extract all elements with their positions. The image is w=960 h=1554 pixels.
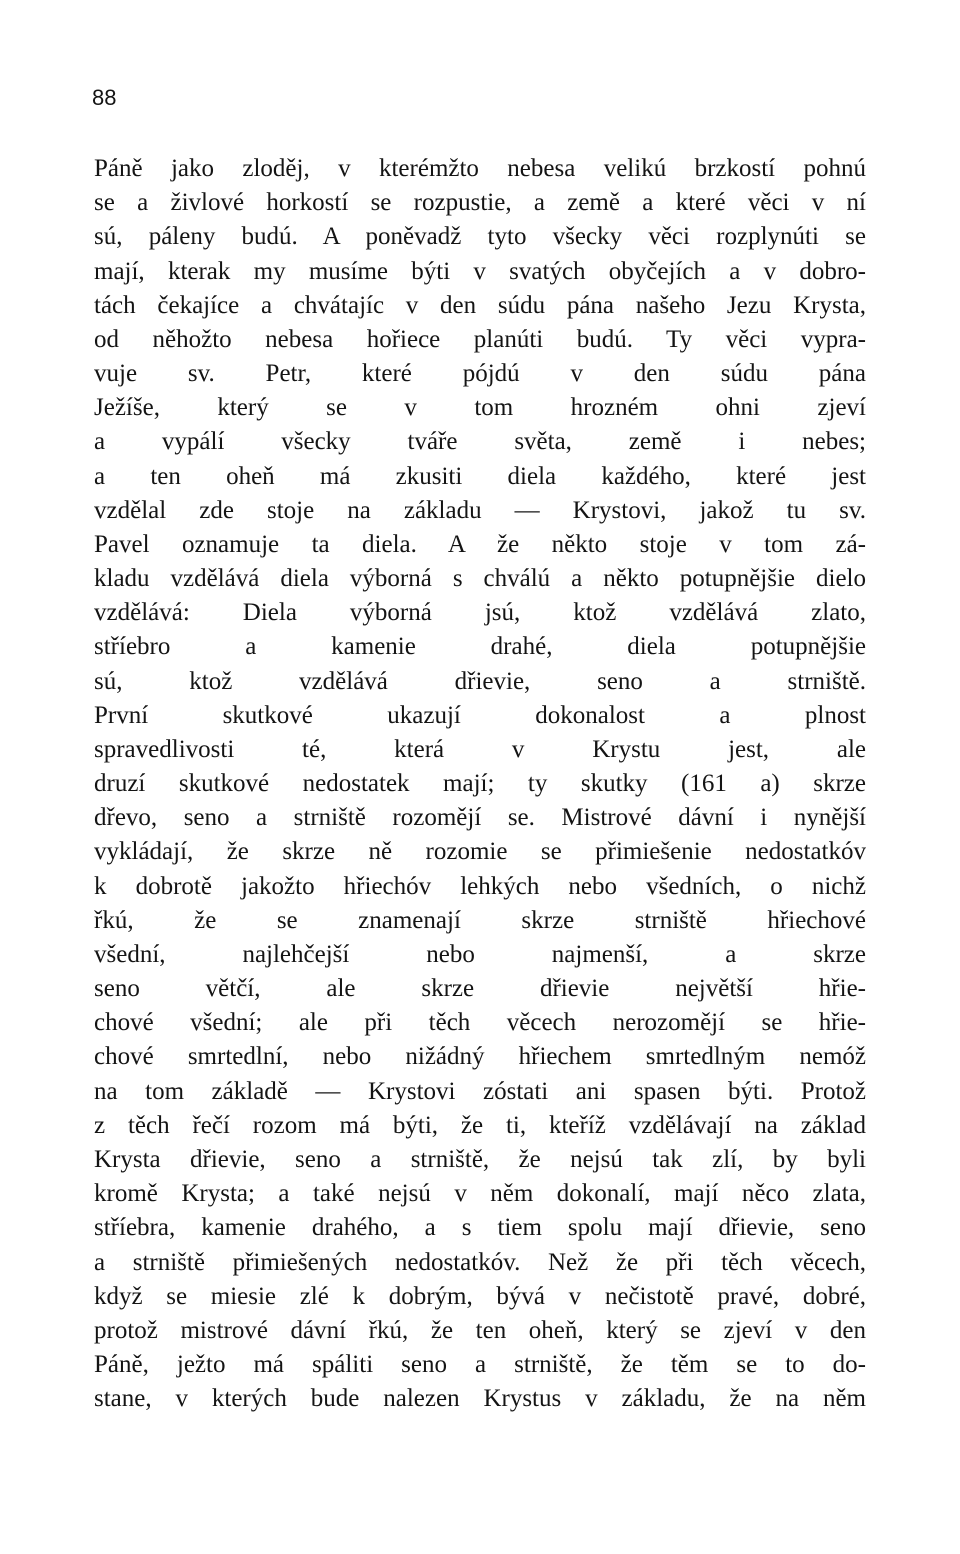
text-line: všední, najlehčejší nebo najmenší, a skrze bbox=[94, 940, 866, 968]
text-line: chové všední; ale při těch věcech nerozomějí se hřie- bbox=[94, 1009, 866, 1037]
text-line: Páně, ježto má spáliti seno a strniště, že těm se to do- bbox=[94, 1351, 866, 1379]
text-line: řkú, že se znamenají skrze strniště hřiechové bbox=[94, 906, 866, 934]
text-line: sú, páleny budú. A poněvadž tyto všecky věci rozplynúti se bbox=[94, 223, 866, 251]
text-line: První skutkové ukazují dokonalost a plnost bbox=[94, 701, 866, 729]
text-line: vzdělává: Diela výborná jsú, ktož vzdělává zlato, bbox=[94, 599, 866, 627]
text-line: chové smrtedlní, nebo nižádný hřiechem smrtedlným nemóž bbox=[94, 1043, 866, 1071]
text-line: vzdělal zde stoje na základu — Krystovi, jakož tu sv. bbox=[94, 496, 866, 524]
text-line: tách čekajíce a chvátajíc v den súdu pána našeho Jezu Krysta, bbox=[94, 291, 866, 319]
text-line: kladu vzdělává diela výborná s chválú a někto potupnějšie dielo bbox=[94, 565, 866, 593]
text-line: Ježíše, který se v tom hrozném ohni zjeví bbox=[94, 394, 866, 422]
text-line: seno větčí, ale skrze dřievie největší hřie- bbox=[94, 975, 866, 1003]
text-line: dřevo, seno a strniště rozomějí se. Mistrové dávní i nynější bbox=[94, 804, 866, 832]
text-line: sú, ktož vzdělává dřievie, seno a strniště. bbox=[94, 667, 866, 695]
text-line: vuje sv. Petr, které pójdú v den súdu pána bbox=[94, 360, 866, 388]
text-line: kromě Krysta; a také nejsú v něm dokonalí, mají něco zlata, bbox=[94, 1180, 866, 1208]
text-line: protož mistrové dávní řkú, že ten oheň, který se zjeví v den bbox=[94, 1316, 866, 1344]
text-line: stříebro a kamenie drahé, diela potupnějšie bbox=[94, 633, 866, 661]
text-line: stříebra, kamenie drahého, a s tiem spolu mají dřievie, seno bbox=[94, 1214, 866, 1242]
text-line: k dobrotě jakožto hřiechóv lehkých nebo všedních, o nichž bbox=[94, 872, 866, 900]
text-line: a ten oheň má zkusiti diela každého, které jest bbox=[94, 462, 866, 490]
text-line: vykládají, že skrze ně rozomie se přimiešenie nedostatkóv bbox=[94, 838, 866, 866]
text-line: a vypálí všecky tváře světa, země i nebes; bbox=[94, 428, 866, 456]
text-line: spravedlivosti té, která v Krystu jest, ale bbox=[94, 735, 866, 763]
text-line: druzí skutkové nedostatek mají; ty skutky (161 a) skrze bbox=[94, 770, 866, 798]
text-line: z těch řečí rozom má býti, že ti, kteříž vzdělávají na základ bbox=[94, 1111, 866, 1139]
text-line: na tom základě — Krystovi zóstati ani spasen býti. Protož bbox=[94, 1077, 866, 1105]
text-line: Krysta dřievie, seno a strniště, že nejsú tak zlí, by byli bbox=[94, 1145, 866, 1173]
page-number: 88 bbox=[92, 85, 117, 110]
body-text bbox=[94, 152, 866, 1416]
text-line: se a živlové horkostí se rozpustie, a země a které věci v ní bbox=[94, 189, 866, 217]
text-line: stane, v kterých bude nalezen Krystus v základu, že na něm bbox=[94, 1385, 866, 1413]
text-line: Páně jako zloděj, v kterémžto nebesa velikú brzkostí pohnú bbox=[94, 155, 866, 182]
text-line: když se miesie zlé k dobrým, bývá v nečistotě pravé, dobré, bbox=[94, 1282, 866, 1310]
text-line: od něhožto nebesa hořiece planúti budú. Ty věci vypra- bbox=[94, 325, 866, 353]
text-line: Pavel oznamuje ta diela. A že někto stoje v tom zá- bbox=[94, 530, 866, 558]
text-line: mají, kterak my musíme býti v svatých obyčejích a v dobro- bbox=[94, 257, 866, 285]
text-line: a strniště přimiešených nedostatkóv. Než že při těch věcech, bbox=[94, 1248, 866, 1276]
